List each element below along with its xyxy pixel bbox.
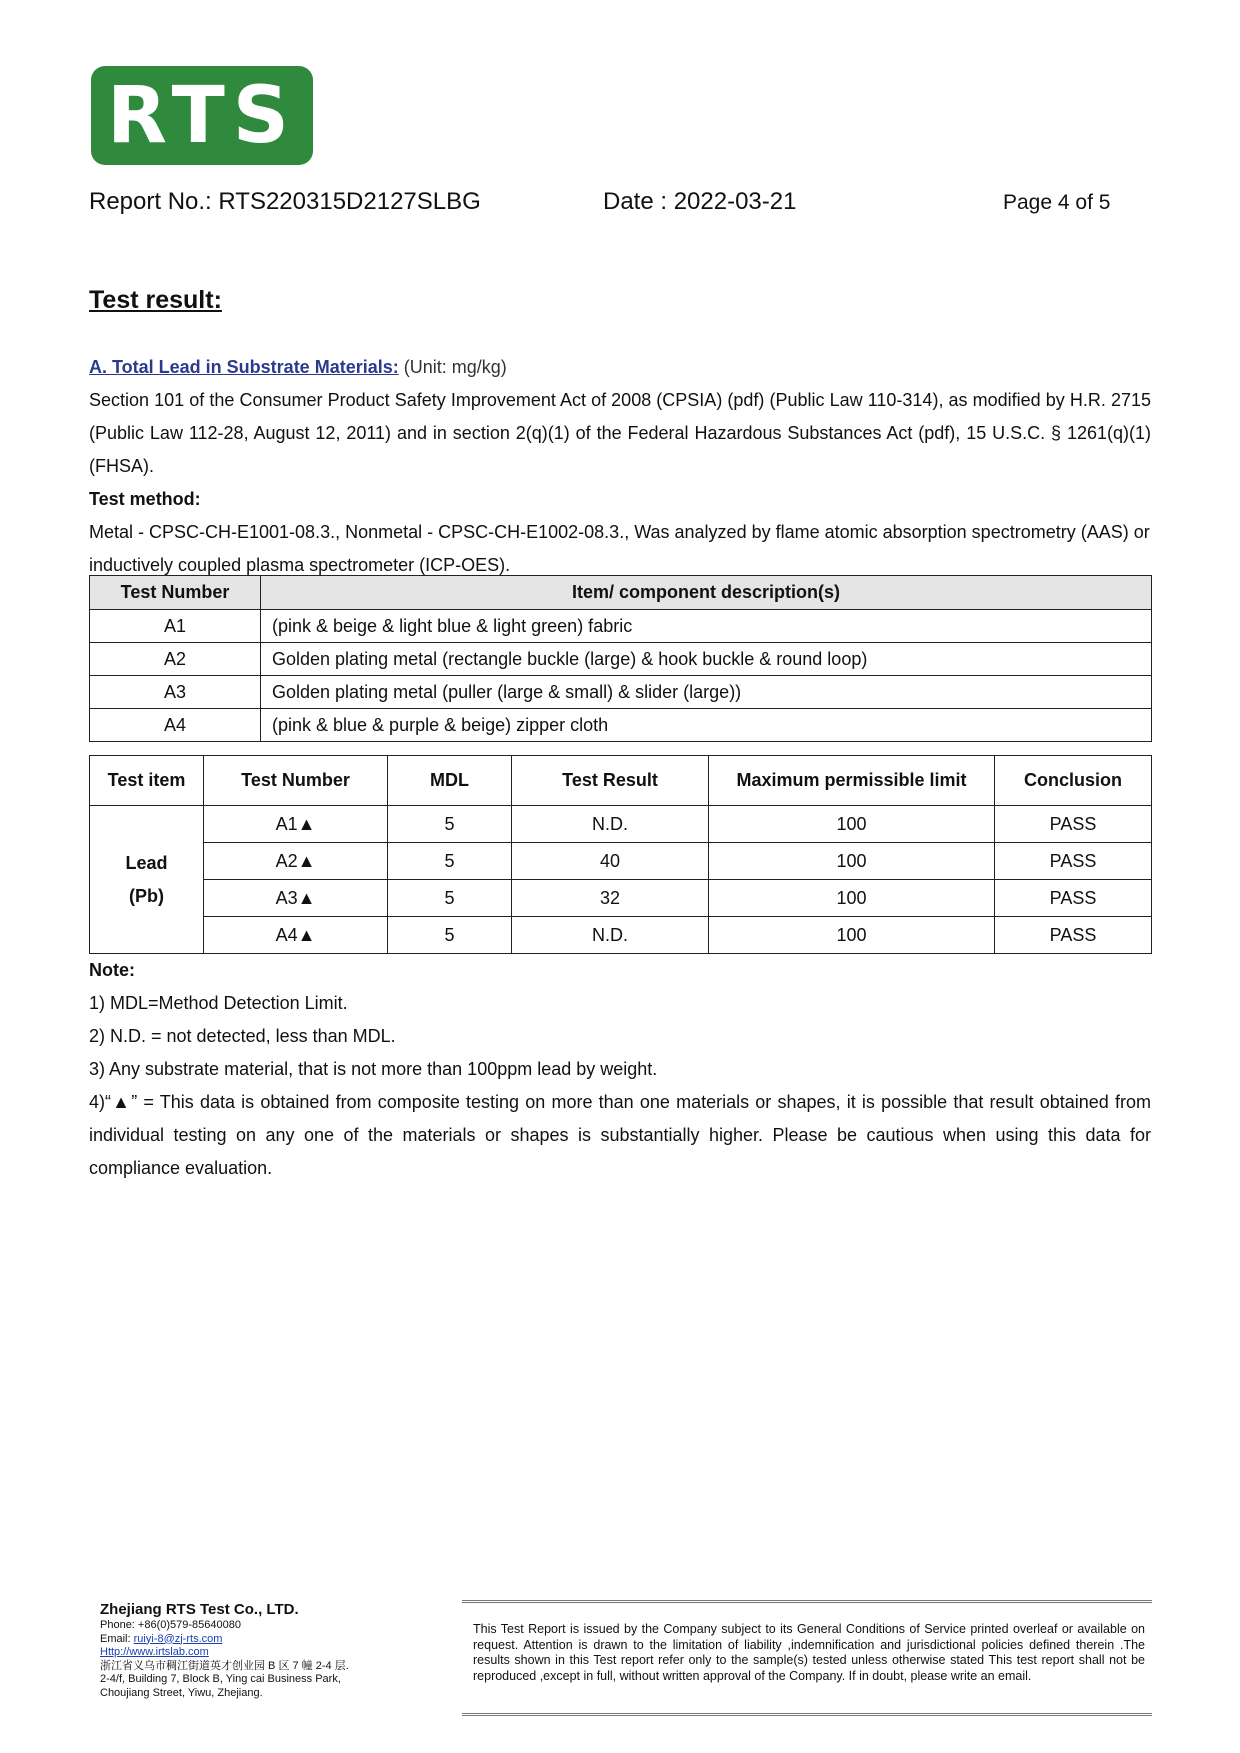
cell-result: N.D. (512, 917, 709, 954)
results-table (89, 755, 1152, 954)
cell-test-number: A4 (90, 709, 261, 742)
col-max-limit: Maximum permissible limit (709, 756, 995, 806)
cell-result: 40 (512, 843, 709, 880)
items-table (89, 575, 1152, 742)
table-row (90, 709, 1152, 742)
test-item-name: Lead (125, 852, 168, 873)
cell-description: Golden plating metal (rectangle buckle (large) & hook buckle & round loop) (261, 643, 1152, 676)
cell-test-number: A4▲ (204, 917, 388, 954)
col-description: Item/ component description(s) (261, 576, 1152, 610)
table-row (90, 643, 1152, 676)
cell-result: 32 (512, 880, 709, 917)
table-row (90, 880, 1152, 917)
footer-address-cn: 浙江省义乌市稠江街道英才创业园 B 区 7 幢 2-4 层. (100, 1659, 349, 1672)
col-test-item: Test item (90, 756, 204, 806)
table-row (90, 806, 1152, 843)
cell-limit: 100 (709, 917, 995, 954)
test-method-text: Metal - CPSC-CH-E1001-08.3., Nonmetal - CPSC-CH-E1002-08.3., Was analyzed by flame atomic absorption spectrometry (AAS) or inductively coupled plasma spectrometer (ICP-OES). (89, 522, 1150, 575)
cell-description: (pink & beige & light blue & light green) fabric (261, 610, 1152, 643)
table-row (90, 917, 1152, 954)
cell-test-number: A2 (90, 643, 261, 676)
cell-mdl: 5 (388, 917, 512, 954)
cell-conclusion: PASS (995, 806, 1152, 843)
table-row (90, 610, 1152, 643)
cell-test-number: A2▲ (204, 843, 388, 880)
footer-address-line1: 2-4/f, Building 7, Block B, Ying cai Business Park, (100, 1673, 341, 1685)
table-row (90, 676, 1152, 709)
note-item: 2) N.D. = not detected, less than MDL. (89, 1026, 396, 1046)
cell-result: N.D. (512, 806, 709, 843)
footer-disclaimer: This Test Report is issued by the Company subject to its General Conditions of Service printed overleaf or available on request. Attention is drawn to the limitation of liability ,indemnification and jurisdictional policies defined therein .The results shown in this Test report refer only to the sample(s) tested unless otherwise stated This test report shall not be reproduced ,except in full, without written approval of the Company. If in doubt, please write an email. (473, 1622, 1145, 1683)
footer-divider-top (462, 1600, 1152, 1603)
page-number: Page 4 of 5 (1003, 191, 1111, 214)
col-mdl: MDL (388, 756, 512, 806)
items-table-header (90, 576, 1152, 610)
note-item: 1) MDL=Method Detection Limit. (89, 993, 348, 1013)
note-item: 4)“▲” = This data is obtained from composite testing on more than one materials or shapes, it is possible that result obtained from individual testing on any one of the materials or shapes is substantially higher. Please be cautious when using this data for compliance evaluation. (89, 1092, 1151, 1178)
footer-company: Zhejiang RTS Test Co., LTD. (100, 1601, 299, 1618)
cell-mdl: 5 (388, 880, 512, 917)
col-conclusion: Conclusion (995, 756, 1152, 806)
section-a-heading (89, 351, 1151, 384)
cell-conclusion: PASS (995, 880, 1152, 917)
footer-phone: Phone: +86(0)579-85640080 (100, 1619, 241, 1631)
cell-mdl: 5 (388, 806, 512, 843)
col-test-result: Test Result (512, 756, 709, 806)
cell-test-number: A1 (90, 610, 261, 643)
notes (89, 954, 1151, 1185)
page-title: Test result: (89, 286, 222, 314)
section-a-unit: (Unit: mg/kg) (403, 357, 507, 377)
footer-contact (100, 1601, 349, 1700)
section-a-body: Section 101 of the Consumer Product Safety Improvement Act of 2008 (CPSIA) (pdf) (Public Law 110-314), as modified by H.R. 2715 (Public Law 112-28, August 12, 2011) and in section 2(q)(1) of the Federal Hazardous Substances Act (pdf), 15 U.S.C. § 1261(q)(1) (FHSA). (89, 390, 1151, 476)
cell-conclusion: PASS (995, 917, 1152, 954)
company-logo (91, 66, 313, 165)
footer-email-row (100, 1633, 349, 1647)
cell-limit: 100 (709, 843, 995, 880)
cell-test-number: A3▲ (204, 880, 388, 917)
footer-address-line2: Choujiang Street, Yiwu, Zhejiang. (100, 1686, 263, 1699)
logo-text: RTS (107, 70, 297, 161)
footer-website-link[interactable]: Http://www.irtslab.com (100, 1646, 209, 1658)
cell-conclusion: PASS (995, 843, 1152, 880)
note-item: 3) Any substrate material, that is not more than 100ppm lead by weight. (89, 1059, 658, 1079)
cell-test-item (90, 806, 204, 954)
notes-label: Note: (89, 960, 135, 980)
section-a (89, 351, 1151, 582)
cell-mdl: 5 (388, 843, 512, 880)
cell-description: Golden plating metal (puller (large & small) & slider (large)) (261, 676, 1152, 709)
table-row (90, 843, 1152, 880)
report-date: Date : 2022-03-21 (603, 188, 797, 215)
footer-email-label: Email: (100, 1632, 134, 1645)
cell-limit: 100 (709, 880, 995, 917)
col-test-number: Test Number (90, 576, 261, 610)
footer-divider-bottom (462, 1713, 1152, 1716)
results-table-header (90, 756, 1152, 806)
col-test-number: Test Number (204, 756, 388, 806)
cell-limit: 100 (709, 806, 995, 843)
report-number: Report No.: RTS220315D2127SLBG (89, 188, 481, 215)
cell-description: (pink & blue & purple & beige) zipper cloth (261, 709, 1152, 742)
footer-email-link[interactable]: ruiyi-8@zj-rts.com (133, 1632, 223, 1645)
test-item-symbol: (Pb) (129, 885, 164, 906)
cell-test-number: A3 (90, 676, 261, 709)
section-a-title: A. Total Lead in Substrate Materials: (89, 357, 399, 377)
test-method-label: Test method: (89, 489, 201, 509)
cell-test-number: A1▲ (204, 806, 388, 843)
